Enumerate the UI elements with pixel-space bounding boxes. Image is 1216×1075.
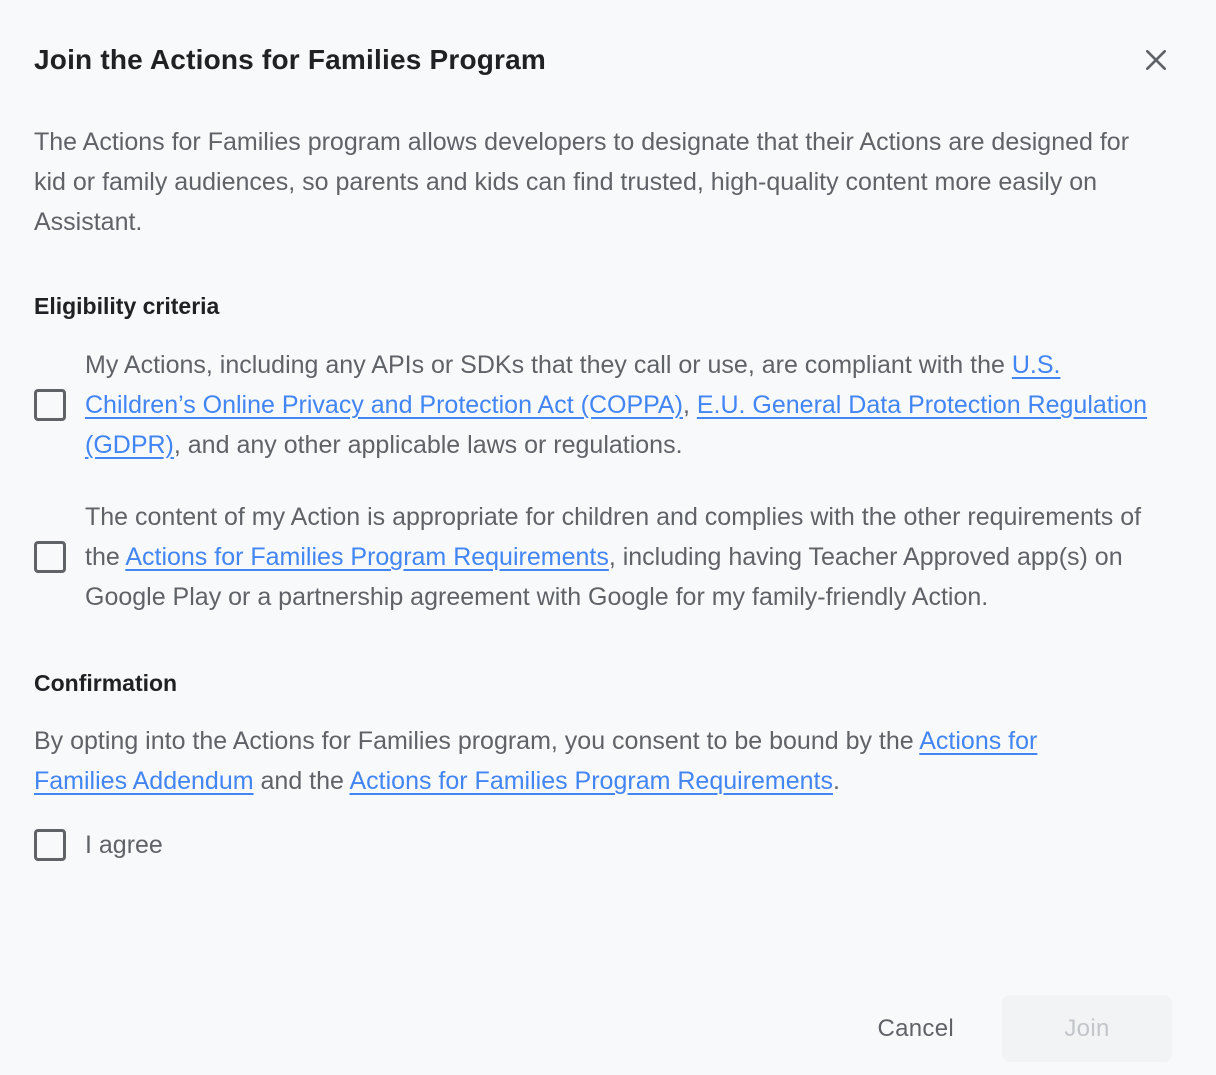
text-segment: , and any other applicable laws or regulations. xyxy=(173,431,683,459)
text-link[interactable]: Actions for Families Program Requirements xyxy=(125,543,609,571)
text-segment: . xyxy=(833,767,840,795)
intro-text: The Actions for Families program allows developers to designate that their Actions are designed for kid or family audiences, so parents and kids can find trusted, high-quality content more easily on Assistant. xyxy=(34,128,1130,236)
text-link[interactable]: E.U. General Data Protection Regulation (GDPR) xyxy=(85,391,1148,459)
text-segment: and the xyxy=(253,767,350,795)
cancel-button[interactable]: Cancel xyxy=(853,995,978,1062)
content-appropriate-text xyxy=(85,497,1168,617)
text-link[interactable]: Actions for Families Addendum xyxy=(34,727,1038,795)
agree-checkbox[interactable] xyxy=(34,829,66,861)
eligibility-heading: Eligibility criteria xyxy=(34,293,220,319)
dialog-title: Join the Actions for Families Program xyxy=(34,44,547,75)
text-link[interactable]: Actions for Families Program Requirements xyxy=(349,767,833,795)
content-appropriate-checkbox[interactable] xyxy=(34,541,66,573)
compliance-text xyxy=(85,345,1168,465)
eligibility-item-compliance xyxy=(34,345,1174,465)
agree-row xyxy=(34,829,1174,861)
text-link[interactable]: U.S. Children’s Online Privacy and Protection Act (COPPA) xyxy=(85,351,1061,419)
dialog-footer xyxy=(853,995,1172,1062)
agree-label: I agree xyxy=(85,830,163,859)
join-button[interactable]: Join xyxy=(1002,995,1172,1062)
text-segment: The content of my Action is appropriate for children and complies with the other requirements of the xyxy=(85,503,1142,571)
text-segment: , xyxy=(682,391,697,419)
close-icon xyxy=(1140,44,1172,76)
close-button[interactable] xyxy=(1138,42,1174,78)
eligibility-item-content xyxy=(34,497,1174,617)
confirmation-text xyxy=(34,721,1134,801)
text-segment: , including having Teacher Approved app(s) on Google Play or a partnership agreement with Google for my family-friendly Action. xyxy=(85,543,1123,611)
compliance-checkbox[interactable] xyxy=(34,389,66,421)
text-segment: My Actions, including any APIs or SDKs that they call or use, are compliant with the xyxy=(85,351,1012,379)
dialog-header xyxy=(34,42,1174,78)
text-segment: By opting into the Actions for Families program, you consent to be bound by the xyxy=(34,727,920,755)
confirmation-heading: Confirmation xyxy=(34,670,178,696)
